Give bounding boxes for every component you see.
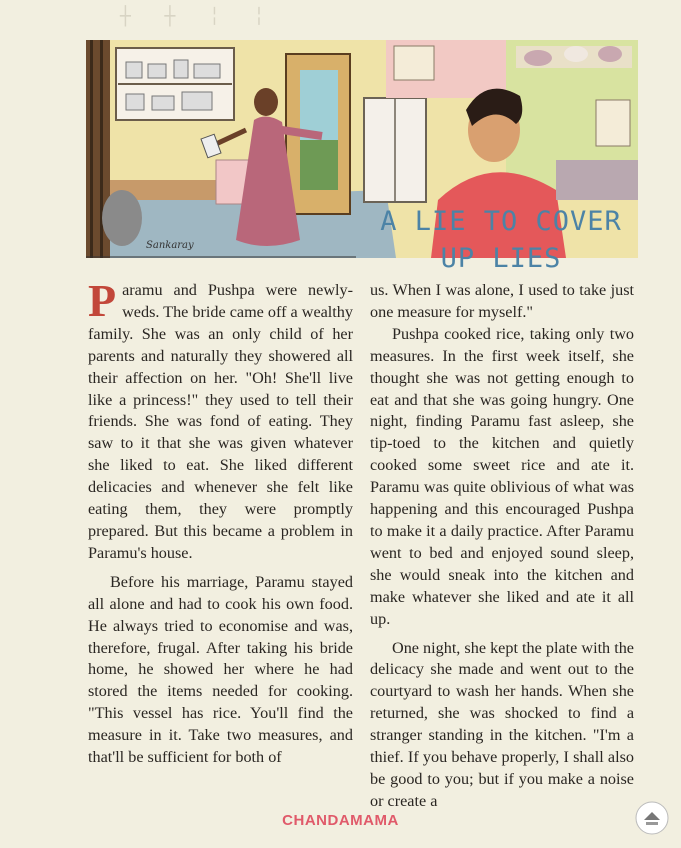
left-column — [88, 275, 353, 769]
paragraph-2: Before his marriage, Paramu stayed all alone and had to cook his own food. He always tried to economise and was, therefore, frugal. After taking his bride home, he showed her where he had stored the items needed for cooking. "This vessel has rice. You'll find the measure in it. Take two measures, and that'll be sufficient for both of — [88, 572, 353, 767]
paragraph-3: us. When I was alone, I used to take just one measure for myself." — [370, 281, 634, 321]
paragraph-4: Pushpa cooked rice, taking only two measures. In the first week itself, she thought she was not getting enough to eat and that she was going hungry. One night, finding Paramu fast asleep, she tip-toed to the kitchen and quietly cooked some sweet rice and ate it. Paramu was quite oblivious of what was happening and this encouraged Pushpa to make it a daily practice. After Paramu went to bed and enjoyed sound sleep, she would sneak into the kitchen and make whatever she liked and ate it all up. — [370, 324, 634, 628]
magazine-footer: CHANDAMAMA — [282, 812, 399, 829]
story-title — [356, 203, 646, 277]
dropcap-letter: P — [88, 275, 117, 326]
right-column — [370, 280, 634, 813]
paragraph-1-text: aramu and Pushpa were newly-weds. The bride came off a wealthy family. She was an only child of her parents and naturally they showered all their affection on her. "Oh! She'll live like a princess!" they used to tell their friends. She was fond of eating. They saw to it that she was given whatever she liked to eat. She liked different delicacies and whenever she felt like eating them, they were promptly prepared. But this became a problem in Paramu's house. — [88, 281, 353, 562]
library-stamp-icon — [634, 800, 670, 836]
title-line-2: UP LIES — [440, 243, 562, 274]
paragraph-1 — [88, 275, 353, 565]
scan-artifact: ┼ ┼ ╎ ╎ — [120, 6, 279, 27]
paragraph-5: One night, she kept the plate with the delicacy she made and went out to the courtyard to wash her hands. When she returned, she was shocked to find a stranger standing in the kitchen. "I'm a thief. If you behave properly, I shall also be good to you; but if you make a noise or create a — [370, 638, 634, 810]
svg-text:Sankaray: Sankaray — [146, 240, 194, 251]
title-line-1: A LIE TO COVER — [380, 206, 622, 237]
